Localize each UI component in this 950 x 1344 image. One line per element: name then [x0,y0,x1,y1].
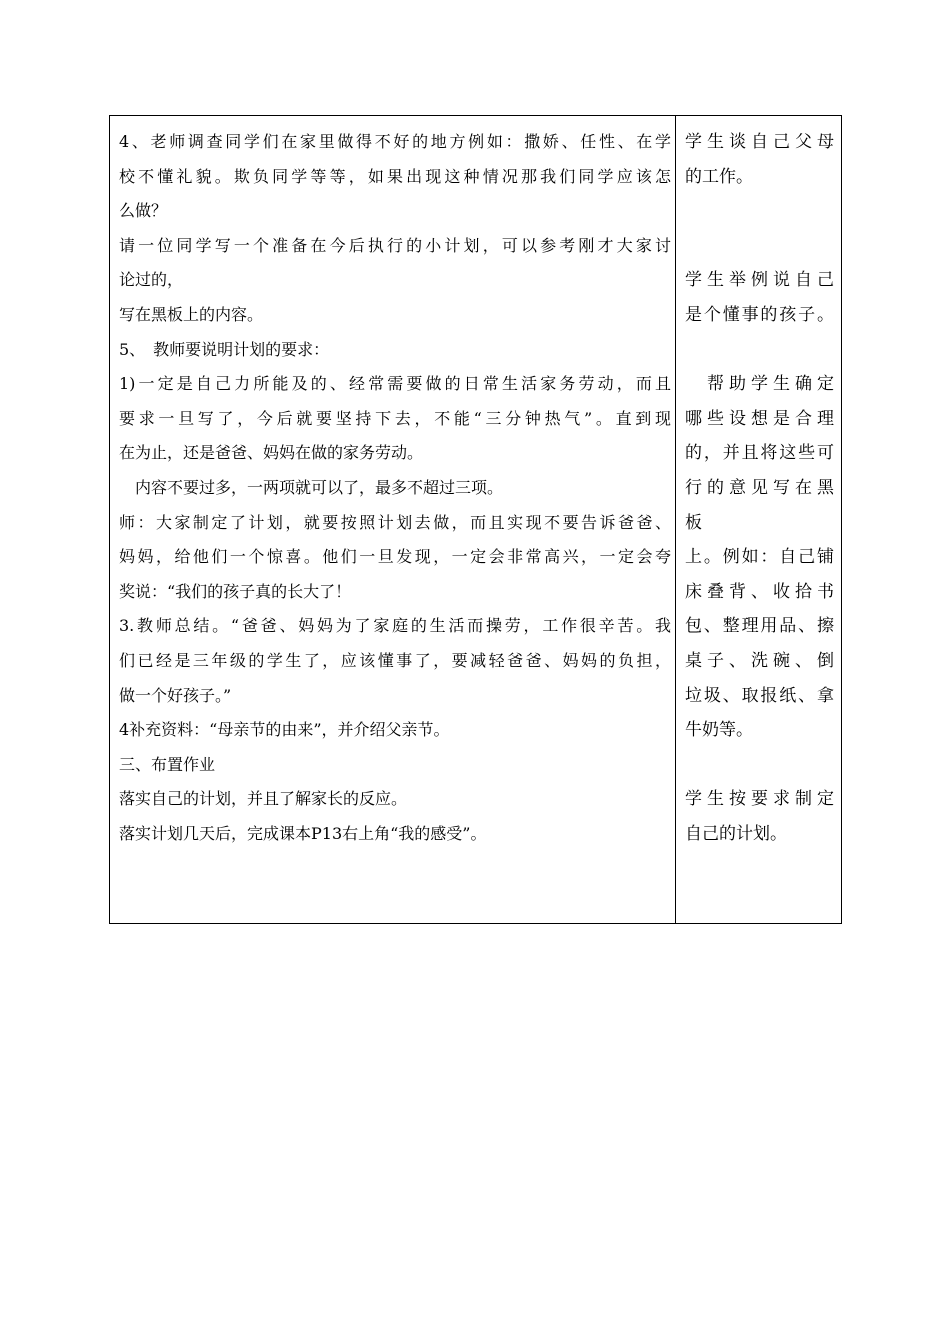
text-line: 要求一旦写了，今后就要坚持下去，不能“三分钟热气”。直到现 [119,408,671,428]
text-line: 学生按要求制定 [685,789,834,810]
text-line: 内容不要过多，一两项就可以了，最多不超过三项。 [119,477,504,497]
text-line: 帮助学生确定 [685,374,834,395]
blank-line [685,333,834,368]
text-line: 写在黑板上的内容。 [119,304,264,324]
text-line: 妈妈，给他们一个惊喜。他们一旦发现，一定会非常高兴，一定会夸 [119,547,671,567]
text-line: 哪些设想是合理 [685,408,834,429]
student-activity-column [676,116,841,923]
text-line: 落实自己的计划，并且了解家长的反应。 [119,789,408,809]
text-line: 学生举例说自己 [685,270,834,291]
text-line: 三、布置作业 [119,754,216,774]
text-line: 上。例如：自己铺 [685,547,834,568]
text-line: 学生谈自己父母 [685,132,834,152]
text-line: 请一位同学写一个准备在今后执行的小计划，可以参考刚才大家讨 [119,235,671,255]
text-line: 落实计划几天后，完成课本P13右上角“我的感受”。 [119,823,487,843]
text-line: 校不懂礼貌。欺负同学等等，如果出现这种情况那我们同学应该怎 [119,166,671,186]
text-line: 板 [685,512,702,533]
text-line: 包、整理用品、擦 [685,616,834,637]
text-line: 么做？ [119,201,168,221]
text-line: 4补充资料：“母亲节的由来”，并介绍父亲节。 [119,720,450,740]
text-line: 在为止，还是爸爸、妈妈在做的家务劳动。 [119,443,424,463]
blank-line [685,229,834,264]
text-line: 牛奶等。 [685,720,753,741]
text-line: 自己的计划。 [685,823,787,844]
text-line: 垃圾、取报纸、拿 [685,685,834,706]
text-line: 奖说：“我们的孩子真的长大了！ [119,581,352,601]
blank-line [685,194,834,229]
text-line: 是个懂事的孩子。 [685,304,834,325]
blank-line [685,748,834,783]
lesson-plan-table [109,115,842,924]
text-line: 4、老师调查同学们在家里做得不好的地方例如：撒娇、任性、在学 [119,132,671,151]
text-line: 做一个好孩子。” [119,685,232,705]
text-line: 论过的， [119,270,184,290]
text-line: 的，并且将这些可 [685,443,834,464]
text-line: 的工作。 [685,166,753,187]
text-line: 1)一定是自己力所能及的、经常需要做的日常生活家务劳动，而且 [119,374,671,394]
text-line: 们已经是三年级的学生了，应该懂事了，要减轻爸爸、妈妈的负担， [119,650,671,670]
text-line: 3.教师总结。“爸爸、妈妈为了家庭的生活而操劳，工作很辛苦。我 [119,616,671,636]
text-line: 行的意见写在黑 [685,477,834,498]
text-line: 师：大家制定了计划，就要按照计划去做，而且实现不要告诉爸爸、 [119,512,671,532]
text-line: 5、 教师要说明计划的要求： [119,339,330,359]
text-line: 床叠背、收拾书 [685,581,834,602]
teacher-activity-column [110,116,676,923]
text-line: 桌子、洗碗、倒 [685,650,834,671]
